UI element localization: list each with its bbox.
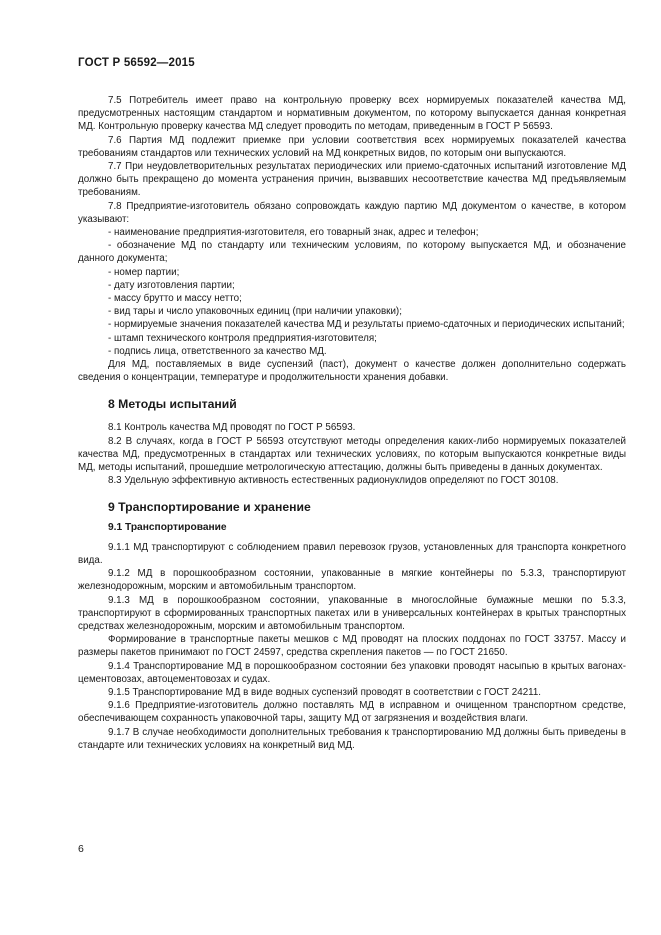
paragraph-pallet-forming: Формирование в транспортные пакеты мешков с МД проводят на плоских поддонах по ГОСТ 33757. Массу и размеры пакетов принимают по ГОСТ 24597, средства скрепления пакетов — по ГОСТ 21650.	[78, 634, 626, 659]
paragraph-9-1-1: 9.1.1 МД транспортируют с соблюдением правил перевозок грузов, установленных для транспорта конкретного вида.	[78, 541, 626, 566]
paragraph-9-1-5: 9.1.5 Транспортирование МД в виде водных суспензий проводят в соответствии с ГОСТ 24211.	[108, 686, 542, 698]
paragraph-7-6: 7.6 Партия МД подлежит приемке при условии соответствия всех нормируемых показателей качества требованиям стандартов или технических условий на МД конкретных видов, по которым они выпускаются.	[78, 134, 626, 159]
document-header: ГОСТ Р 56592—2015	[78, 57, 195, 69]
paragraph-9-1-4: 9.1.4 Транспортирование МД в порошкообразном состоянии без упаковки проводят насыпью в крытых вагонах-цементовозах, автоцементовозах и судах.	[78, 660, 626, 685]
paragraph-9-1-7: 9.1.7 В случае необходимости дополнительных требования к транспортированию МД должны быть приведены в стандарте или технических условиях на конкретный вид МД.	[78, 726, 626, 751]
section-heading-9: 9 Транспортирование и хранение	[108, 500, 311, 515]
paragraph-8-1: 8.1 Контроль качества МД проводят по ГОСТ Р 56593.	[108, 422, 356, 434]
section-heading-8: 8 Методы испытаний	[108, 397, 237, 412]
document-body	[78, 94, 626, 752]
paragraph-9-1-6: 9.1.6 Предприятие-изготовитель должно поставлять МД в исправном и очищенном транспортном средстве, обеспечивающем сохранность упаковочной тары, защиту МД от загрязнения и воздействия влаги.	[78, 700, 626, 725]
paragraph-8-2: 8.2 В случаях, когда в ГОСТ Р 56593 отсутствуют методы определения каких-либо нормируемых показателей качества МД, предусмотренных в стандартах или технических условиях, по которым выпускаются конкретные виды МД, методы испытаний, прошедшие метрологическую аттестацию, должны быть приведены в данных документах.	[78, 435, 626, 474]
paragraph-9-1-2: 9.1.2 МД в порошкообразном состоянии, упакованные в мягкие контейнеры по 5.3.3, транспортируют железнодорожным, морским и автомобильным транспортом.	[78, 568, 626, 593]
paragraph-7-8: 7.8 Предприятие-изготовитель обязано сопровождать каждую партию МД документом о качестве, в котором указывают:	[78, 200, 626, 225]
list-item: - массу брутто и массу нетто;	[108, 293, 242, 305]
list-item: - дату изготовления партии;	[108, 279, 235, 291]
list-item: - наименование предприятия-изготовителя, его товарный знак, адрес и телефон;	[108, 227, 479, 239]
list-item: - номер партии;	[108, 266, 180, 278]
paragraph-7-5: 7.5 Потребитель имеет право на контрольную проверку всех нормируемых показателей качества МД, предусмотренных настоящим стандартом и нормативным документом, по которому выпускается данная конкретная МД. Контрольную проверку качества МД следует проводить по методам, приведенным в ГОСТ Р 56593.	[78, 95, 626, 133]
list-item: - нормируемые значения показателей качества МД и результаты приемо-сдаточных и периодических испытаний;	[108, 319, 625, 331]
paragraph-8-3: 8.3 Удельную эффективную активность естественных радионуклидов определяют по ГОСТ 30108.	[108, 475, 559, 487]
list-item: - подпись лица, ответственного за качество МД.	[108, 345, 327, 357]
list-item: - обозначение МД по стандарту или техническим условиям, по которому выпускается МД, и обозначение данного документа;	[78, 240, 626, 265]
list-item: - штамп технического контроля предприятия-изготовителя;	[108, 332, 377, 344]
list-item: - вид тары и число упаковочных единиц (при наличии упаковки);	[108, 306, 402, 318]
paragraph-suspension: Для МД, поставляемых в виде суспензий (паст), документ о качестве должен дополнительно содержать сведения о концентрации, температуре и продолжительности хранения добавки.	[78, 359, 626, 384]
page-number: 6	[78, 843, 84, 855]
paragraph-9-1-3: 9.1.3 МД в порошкообразном состоянии, упакованные в многослойные бумажные мешки по 5.3.3, транспортируют в сформированных транспортных пакетах или в универсальных контейнерах в крытых транспортных средствах железнодорожным, морским и автомобильным транспортом.	[78, 594, 626, 632]
paragraph-7-7: 7.7 При неудовлетворительных результатах периодических или приемо-сдаточных испытаний изготовление МД должно быть прекращено до момента устранения причин, вызвавших несоответствие качества МД предъявляемым требованиям.	[78, 161, 626, 199]
subsection-heading-9-1: 9.1 Транспортирование	[108, 522, 227, 534]
